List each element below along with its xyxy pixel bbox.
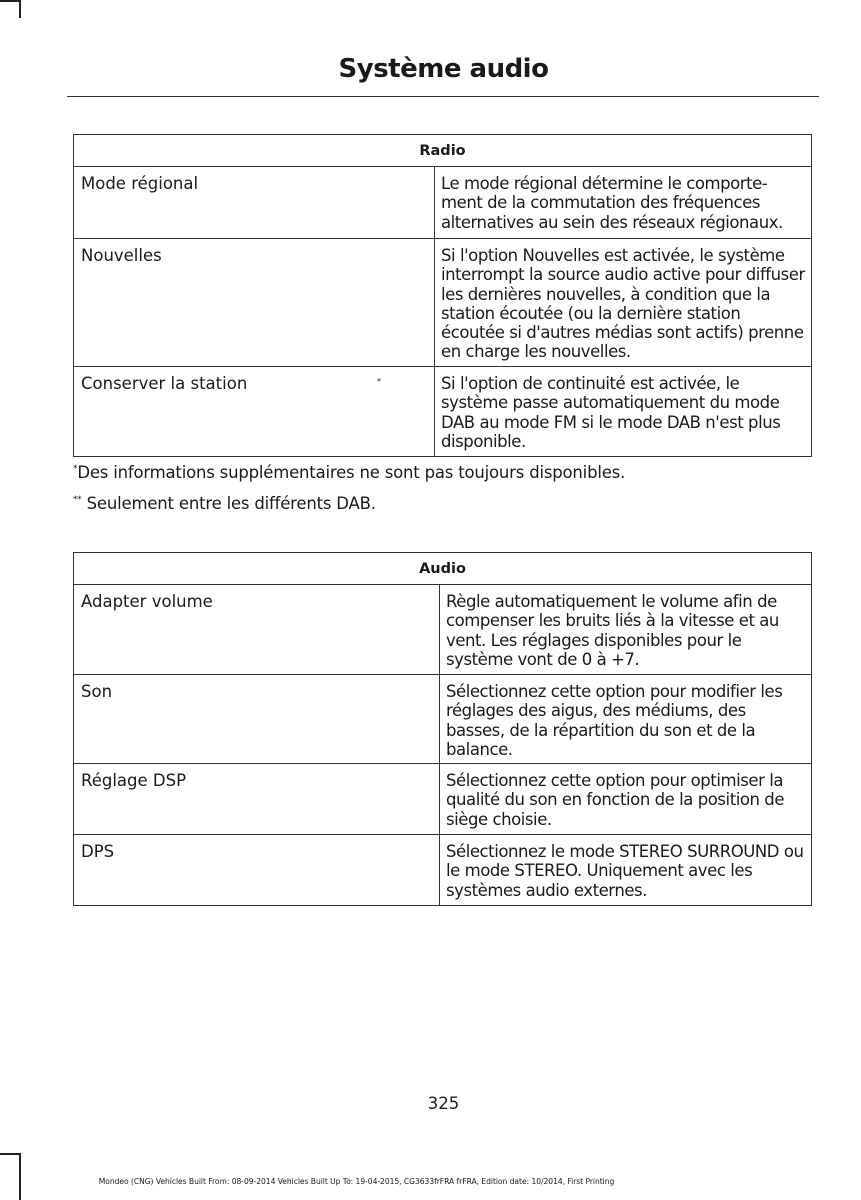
- row-label: [74, 675, 440, 763]
- footnote-mark: *: [73, 464, 78, 474]
- footnote-mark: **: [73, 495, 82, 505]
- table-header: Audio: [74, 553, 811, 585]
- row-label: [74, 764, 440, 834]
- row-description: Le mode régional détermine le comporte-ment de la commutation des fréquences alternatives au sein des réseaux régionaux.: [441, 174, 783, 232]
- footnote-text: Seulement entre les différents DAB.: [81, 494, 376, 513]
- row-description: Si l'option de continuité est activée, le système passe automatiquement du mode DAB au mode FM si le mode DAB n'est plus disponible.: [441, 374, 781, 451]
- crop-mark-top-left: [0, 0, 19, 2]
- footnote-text: Des informations supplémentaires ne sont pas toujours disponibles.: [77, 463, 626, 482]
- crop-mark-top-left: [19, 0, 21, 18]
- row-label-text: DPS: [81, 842, 115, 861]
- row-label-text: Son: [81, 682, 113, 701]
- row-description: Sélectionnez cette option pour optimiser la qualité du son en fonction de la position de siège choisie.: [446, 771, 785, 829]
- table-row: [74, 675, 811, 764]
- page-title: Système audio: [338, 54, 549, 84]
- row-description: Sélectionnez le mode STEREO SURROUND ou le mode STEREO. Uniquement avec les systèmes audio externes.: [446, 842, 804, 900]
- row-label-text: Adapter volume: [81, 592, 213, 611]
- table-row: [74, 167, 811, 239]
- footnote-marker: *: [377, 377, 381, 386]
- footnote: [73, 463, 625, 482]
- row-description: Règle automatiquement le volume afin de compenser les bruits liés à la vitesse et au vent. Les réglages disponibles pour le système vont de 0 à +7.: [446, 592, 779, 669]
- table-row: [74, 835, 811, 905]
- row-label: [74, 367, 435, 456]
- table-row: [74, 764, 811, 835]
- footer-text: Mondeo (CNG) Vehicles Built From: 08-09-2014 Vehicles Built Up To: 19-04-2015, CG3633frFRA frFRA, Edition date: 10/2014, First Printing: [98, 1177, 615, 1186]
- table-row: [74, 585, 811, 675]
- table-header: Radio: [74, 135, 811, 167]
- title-divider: [67, 96, 819, 97]
- row-label-text: Mode régional: [81, 174, 199, 193]
- row-label-text: Conserver la station: [81, 374, 248, 393]
- table-row: [74, 239, 811, 367]
- page-number: 325: [427, 1094, 460, 1113]
- row-label-text: Nouvelles: [81, 246, 162, 265]
- footnote: [73, 494, 376, 513]
- row-label: [74, 835, 440, 905]
- radio-table: [73, 134, 812, 457]
- row-label: [74, 585, 440, 674]
- row-label-text: Réglage DSP: [81, 771, 187, 790]
- row-description: Sélectionnez cette option pour modifier les réglages des aigus, des médiums, des basses, de la répartition du son et de la balance.: [446, 682, 783, 759]
- row-description: Si l'option Nouvelles est activée, le système interrompt la source audio active pour diffuser les dernières nouvelles, à condition que la station écoutée (ou la dernière station écoutée si d'autres médias sont actifs) prenne en charge les nouvelles.: [441, 246, 805, 362]
- crop-mark-bottom-left: [0, 1153, 19, 1155]
- row-label: [74, 239, 435, 366]
- row-label: [74, 167, 435, 238]
- table-row: [74, 367, 811, 456]
- audio-table: [73, 552, 812, 906]
